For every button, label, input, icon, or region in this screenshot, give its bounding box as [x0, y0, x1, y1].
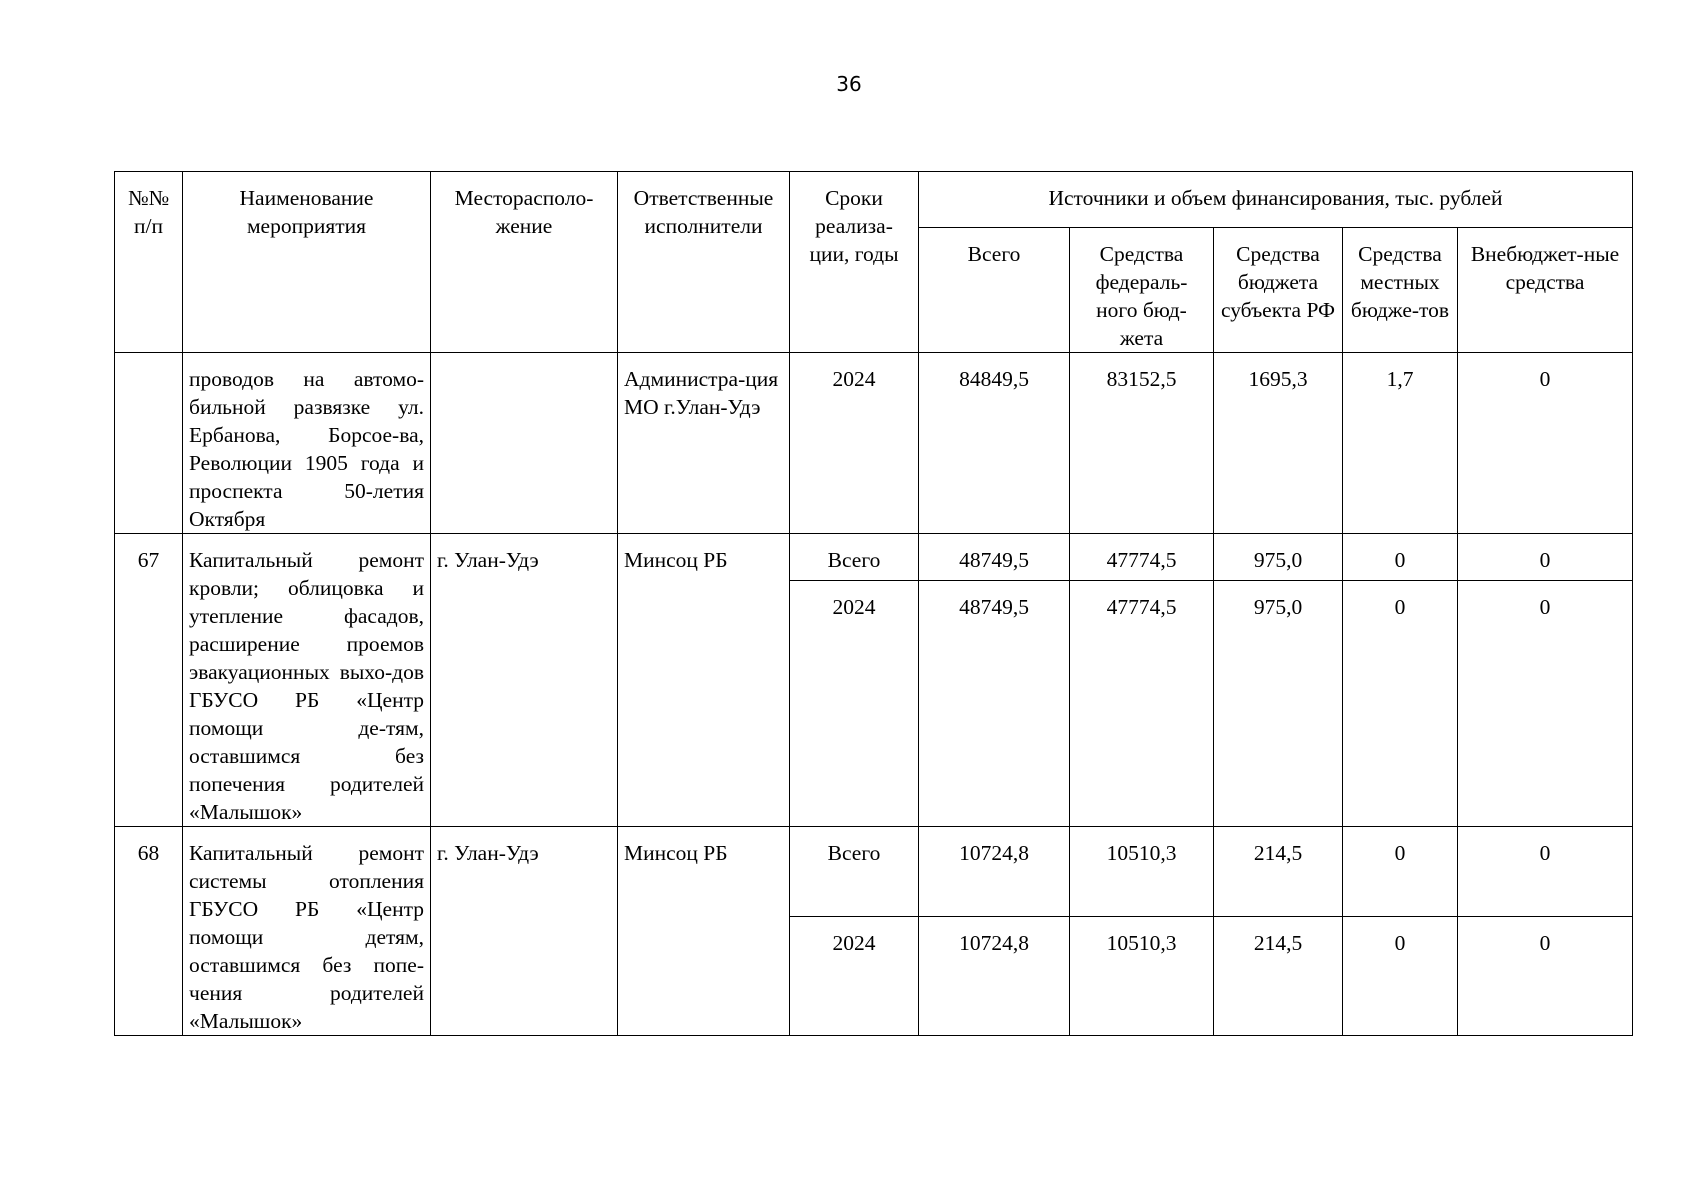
header-total: Всего	[919, 228, 1070, 353]
row-period: 2024	[790, 353, 919, 534]
row-federal: 83152,5	[1070, 353, 1214, 534]
header-local: Средства местных бюдже-тов	[1343, 228, 1458, 353]
row-num	[115, 353, 183, 534]
row-subject: 1695,3	[1214, 353, 1343, 534]
row-extra: 0	[1458, 353, 1633, 534]
row-period: 2024	[790, 580, 919, 826]
row-local: 0	[1343, 580, 1458, 826]
row-name: проводов на автомо-бильной развязке ул. Ербанова, Борсое-ва, Революции 1905 года и проспекта 50-летия Октября	[183, 353, 431, 534]
page-number: 36	[836, 72, 862, 96]
row-responsible: Минсоц РБ	[618, 827, 790, 1036]
row-total: 48749,5	[919, 580, 1070, 826]
header-federal: Средства федераль-ного бюд-жета	[1070, 228, 1214, 353]
row-period: 2024	[790, 916, 919, 1035]
row-local: 0	[1343, 534, 1458, 581]
table-row	[115, 534, 1633, 581]
row-federal: 47774,5	[1070, 580, 1214, 826]
table-row	[115, 827, 1633, 917]
row-federal: 10510,3	[1070, 916, 1214, 1035]
row-location	[431, 353, 618, 534]
row-num: 67	[115, 534, 183, 827]
row-total: 10724,8	[919, 916, 1070, 1035]
header-responsible: Ответственные исполнители	[618, 172, 790, 353]
header-location: Месторасполо-жение	[431, 172, 618, 353]
header-financing: Источники и объем финансирования, тыс. рублей	[919, 172, 1633, 228]
row-name: Капитальный ремонт системы отопления ГБУСО РБ «Центр помощи детям, оставшимся без попе-чения родителей «Малышок»	[183, 827, 431, 1036]
row-responsible: Минсоц РБ	[618, 534, 790, 827]
header-num: №№ п/п	[115, 172, 183, 353]
row-extra: 0	[1458, 916, 1633, 1035]
row-total: 48749,5	[919, 534, 1070, 581]
row-num: 68	[115, 827, 183, 1036]
header-extra: Внебюджет-ные средства	[1458, 228, 1633, 353]
header-subject: Средства бюджета субъекта РФ	[1214, 228, 1343, 353]
row-extra: 0	[1458, 534, 1633, 581]
row-period: Всего	[790, 827, 919, 917]
row-local: 1,7	[1343, 353, 1458, 534]
row-total: 84849,5	[919, 353, 1070, 534]
row-responsible: Администра-ция МО г.Улан-Удэ	[618, 353, 790, 534]
row-extra: 0	[1458, 580, 1633, 826]
row-period: Всего	[790, 534, 919, 581]
row-local: 0	[1343, 827, 1458, 917]
row-subject: 214,5	[1214, 827, 1343, 917]
table-row	[115, 353, 1633, 534]
row-name: Капитальный ремонт кровли; облицовка и утепление фасадов, расширение проемов эвакуационных выхо-дов ГБУСО РБ «Центр помощи де-тям, оставшимся без попечения родителей «Малышок»	[183, 534, 431, 827]
header-period: Сроки реализа-ции, годы	[790, 172, 919, 353]
row-extra: 0	[1458, 827, 1633, 917]
row-federal: 47774,5	[1070, 534, 1214, 581]
row-total: 10724,8	[919, 827, 1070, 917]
financing-table	[114, 171, 1633, 1036]
row-subject: 214,5	[1214, 916, 1343, 1035]
header-row	[115, 172, 1633, 228]
row-subject: 975,0	[1214, 580, 1343, 826]
row-location: г. Улан-Удэ	[431, 534, 618, 827]
row-subject: 975,0	[1214, 534, 1343, 581]
header-name: Наименование мероприятия	[183, 172, 431, 353]
row-local: 0	[1343, 916, 1458, 1035]
row-federal: 10510,3	[1070, 827, 1214, 917]
row-location: г. Улан-Удэ	[431, 827, 618, 1036]
